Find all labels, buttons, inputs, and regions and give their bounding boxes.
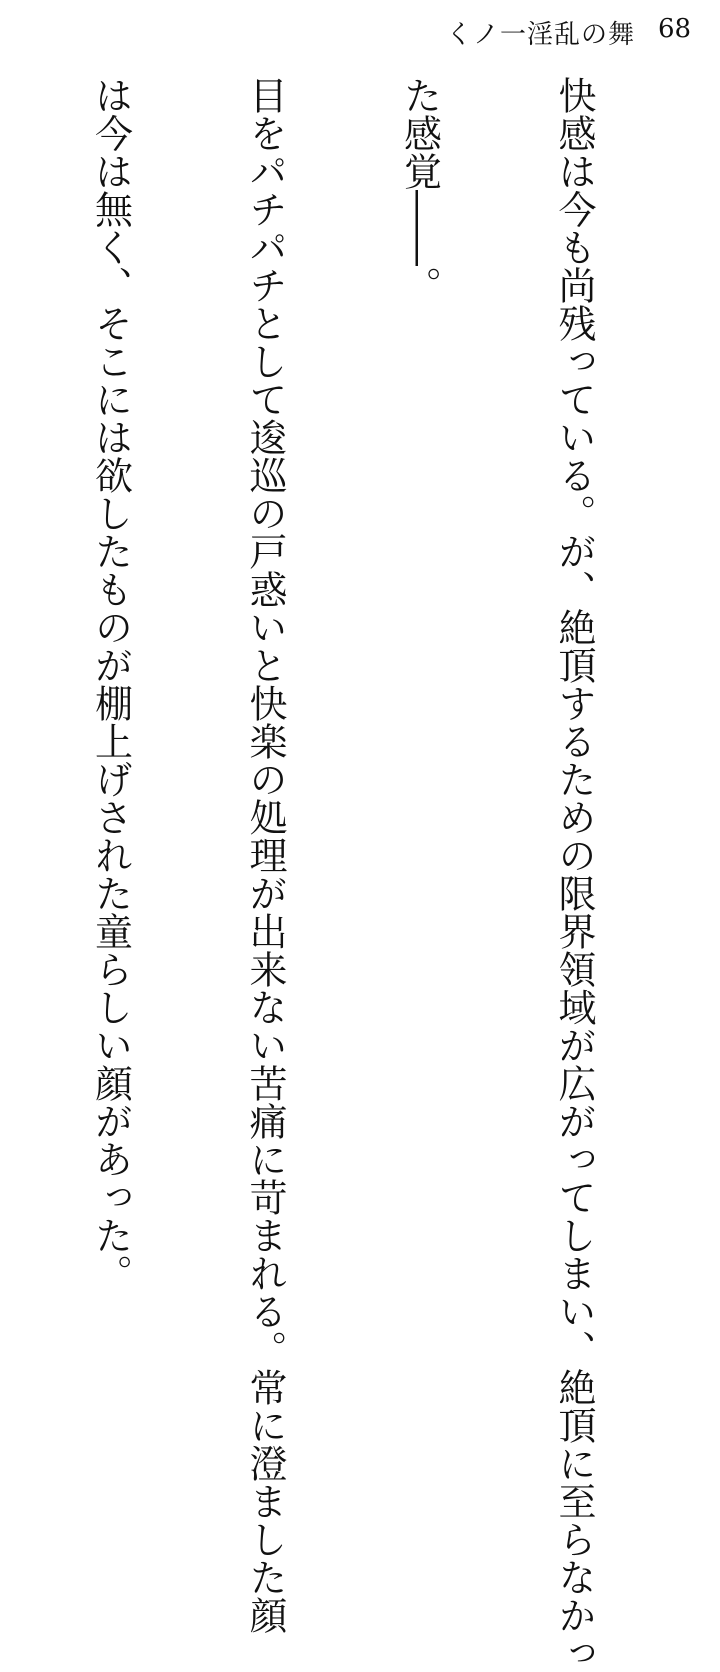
running-title: くノ一淫乱の舞 (446, 20, 636, 50)
text-column: た感覚――。 (397, 76, 442, 304)
page-number: 68 (658, 14, 692, 44)
body-text (0, 76, 702, 1672)
text-column: 快感は今も尚残っている。が、絶頂するための限界領域が広がってしまい、絶頂に至らなかっ (552, 76, 596, 1672)
text-column: 目をパチパチとして逡巡の戸惑いと快楽の処理が出来ない苦痛に苛まれる。常に澄ました顔 (243, 76, 287, 1634)
text-column: は今は無く、そこには欲したものが棚上げされた童らしい顔があった。 (88, 76, 133, 1292)
